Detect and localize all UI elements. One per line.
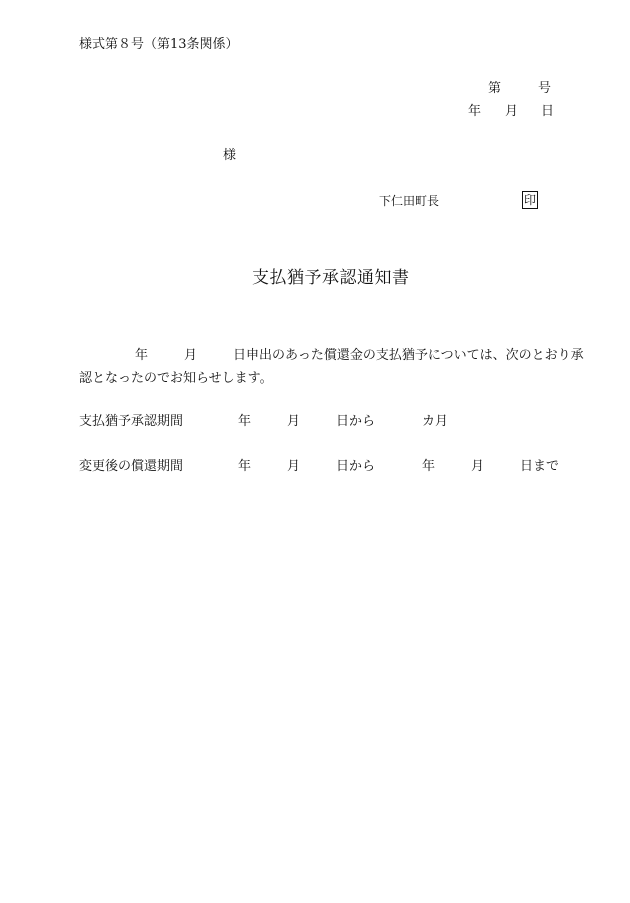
item1-month-label: 月 xyxy=(287,414,301,429)
date-day-label: 日 xyxy=(541,104,555,119)
body-line2: 認となったのでお知らせします。 xyxy=(79,371,273,386)
item2-until-label: 日まで xyxy=(520,459,560,474)
item-label-grace-period: 支払猶予承認期間 xyxy=(79,414,184,429)
item2-year-label: 年 xyxy=(238,459,252,474)
body-line1: 日申出のあった償還金の支払猶予については、次のとおり承 xyxy=(233,348,584,363)
item2-end-month-label: 月 xyxy=(471,459,485,474)
body-month-label: 月 xyxy=(184,348,198,363)
document-title: 支払猶予承認通知書 xyxy=(252,268,410,288)
recipient-sama: 様 xyxy=(223,148,237,163)
item1-year-label: 年 xyxy=(238,414,252,429)
date-month-label: 月 xyxy=(505,104,519,119)
date-year-label: 年 xyxy=(468,104,482,119)
item2-end-year-label: 年 xyxy=(422,459,436,474)
doc-number-go: 号 xyxy=(538,81,552,96)
item2-month-label: 月 xyxy=(287,459,301,474)
body-year-label: 年 xyxy=(135,348,149,363)
item-label-repayment-period: 変更後の償還期間 xyxy=(79,459,184,474)
doc-number-dai: 第 xyxy=(488,81,502,96)
item1-months-label: カ月 xyxy=(422,414,449,429)
issuer-name: 下仁田町長 xyxy=(379,194,440,208)
seal-mark: 印 xyxy=(524,193,537,207)
item1-from-label: 日から xyxy=(336,414,376,429)
item2-from-label: 日から xyxy=(336,459,376,474)
form-number-label: 様式第８号（第13条関係） xyxy=(79,37,239,52)
